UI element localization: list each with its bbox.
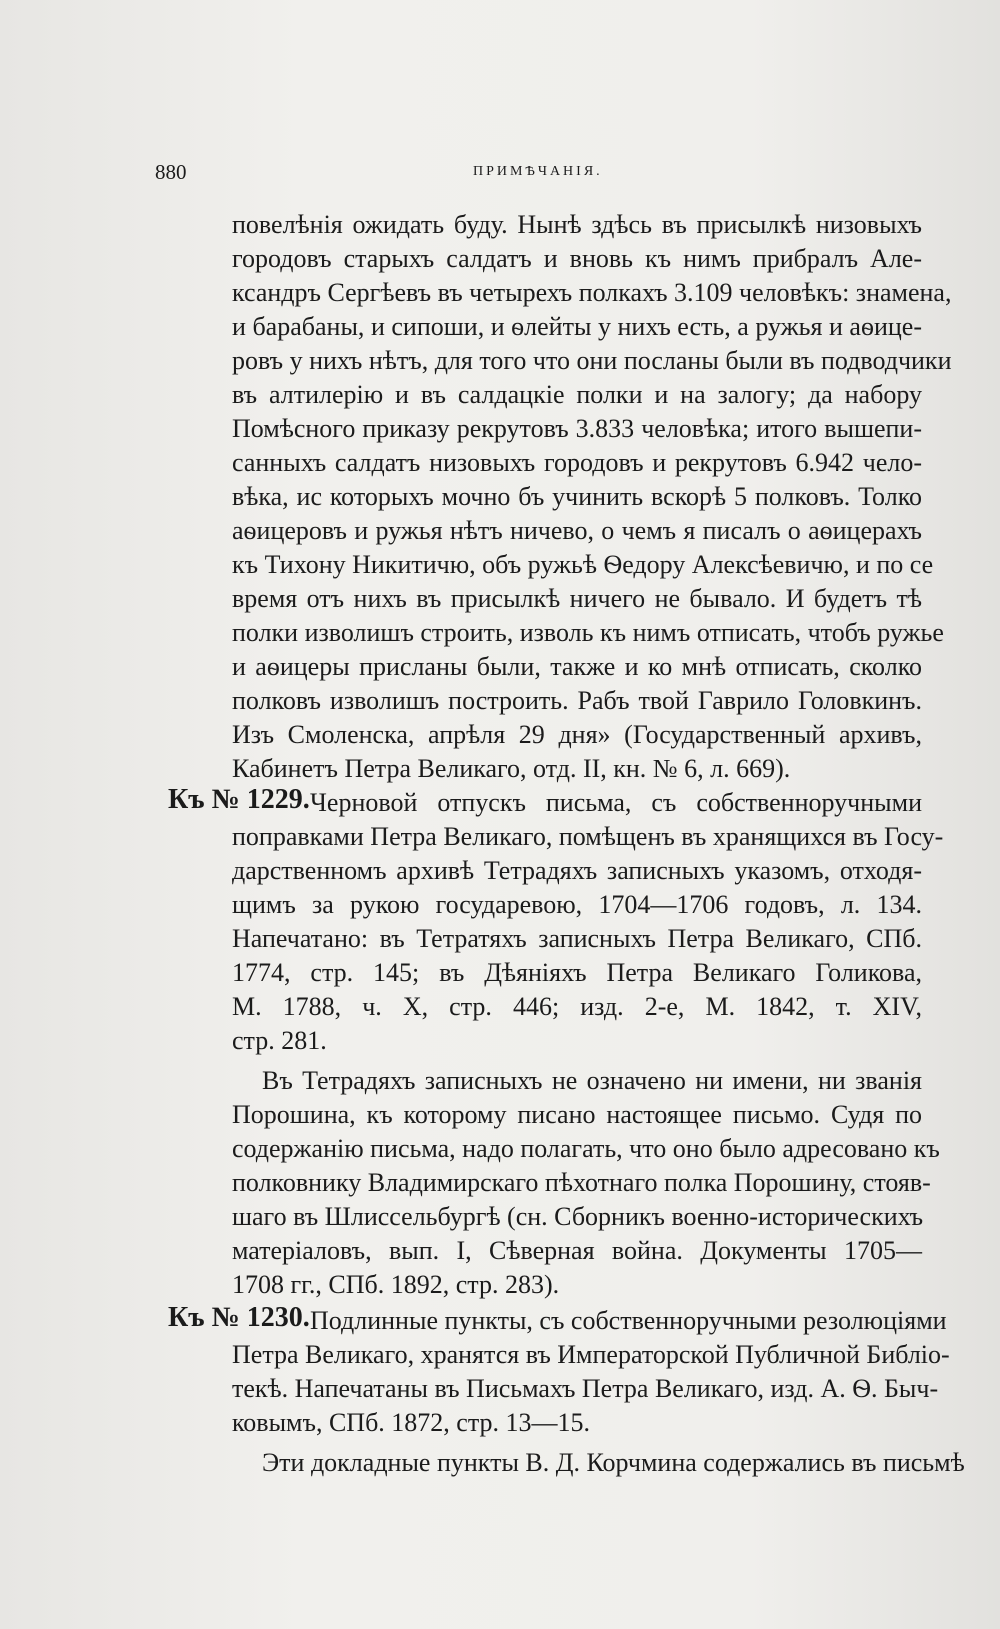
text-line: Петра Великаго, хранятся въ Императорской Публичной Библіо- [232,1340,950,1369]
text-line: щимъ за рукою государевою, 1704—1706 годовъ, л. 134. [232,890,922,919]
text-line: поправками Петра Великаго, помѣщенъ въ хранящихся въ Госу- [232,822,944,851]
text-line: Эти докладные пункты В. Д. Корчмина содержались въ письмѣ [262,1448,965,1477]
text-line: ковымъ, СПб. 1872, стр. 13—15. [232,1408,591,1437]
text-line: Изъ Смоленска, апрѣля 29 дня» (Государственный архивъ, [232,720,922,749]
text-line: ксандръ Сергѣевъ въ четырехъ полкахъ 3.109 человѣкъ: знамена, [232,278,952,307]
text-line: ровъ у нихъ нѣтъ, для того что они посланы были въ подводчики [232,346,952,375]
text-line: полковъ изволишъ построить. Рабъ твой Гаврило Головкинъ. [232,686,922,715]
entry-label-1230: Къ № 1230. [168,1302,310,1333]
text-line: санныхъ салдатъ низовыхъ городовъ и рекрутовъ 6.942 чело- [232,448,922,477]
text-line: Порошина, къ которому писано настоящее письмо. Судя по [232,1100,922,1129]
text-line: текѣ. Напечатаны въ Письмахъ Петра Великаго, изд. А. Ѳ. Быч- [232,1374,939,1403]
page-number: 880 [155,160,187,184]
running-head: ПРИМѢЧАНІЯ. [473,164,603,179]
text-line: Напечатано: въ Тетратяхъ записныхъ Петра Великаго, СПб. [232,924,922,953]
text-line: городовъ старыхъ салдатъ и вновь къ нимъ прибралъ Але- [232,244,922,273]
text-line: въ алтилерію и въ салдацкіе полки и на залогу; да набору [232,380,922,409]
text-line: 1774, стр. 145; въ Дѣяніяхъ Петра Великаго Голикова, [232,958,922,987]
text-line: М. 1788, ч. X, стр. 446; изд. 2-е, М. 1842, т. XIV, [232,992,922,1021]
text-line: повелѣнія ожидать буду. Нынѣ здѣсь въ присылкѣ низовыхъ [232,210,922,239]
text-line: содержанію письма, надо полагать, что оно было адресовано къ [232,1134,940,1163]
text-line: стр. 281. [232,1026,327,1055]
text-line: Въ Тетрадяхъ записныхъ не означено ни имени, ни званія [262,1066,922,1095]
text-line: полковнику Владимирскаго пѣхотнаго полка Порошину, стояв- [232,1168,931,1197]
entry-label-1229: Къ № 1229. [168,784,310,815]
text-line: и аѳицеры присланы были, также и ко мнѣ отписать, сколко [232,652,922,681]
text-line: дарственномъ архивѣ Тетрадяхъ записныхъ указомъ, отходя- [232,856,922,885]
text-line: вѣка, ис которыхъ мочно бъ учинить вскорѣ 5 полковъ. Толко [232,482,922,511]
text-line: аѳицеровъ и ружья нѣтъ ничево, о чемъ я писалъ о аѳицерахъ [232,516,922,545]
text-line: къ Тихону Никитичю, объ ружьѣ Ѳедору Алексѣевичю, и по се [232,550,934,579]
text-line: Помѣсного приказу рекрутовъ 3.833 человѣка; итого вышепи- [232,414,922,443]
text-line: полки изволишъ строить, изволь къ нимъ отписать, чтобъ ружье [232,618,944,647]
text-line: и барабаны, и сипоши, и ѳлейты у нихъ есть, а ружья и аѳице- [232,312,922,341]
entry-first-line: Подлинные пункты, съ собственноручными резолюціями [310,1306,947,1335]
text-line: 1708 гг., СПб. 1892, стр. 283). [232,1270,560,1299]
text-line: время отъ нихъ въ присылкѣ ничего не бывало. И будетъ тѣ [232,584,922,613]
text-line: Кабинетъ Петра Великаго, отд. II, кн. № 6, л. 669). [232,754,791,783]
text-line: шаго въ Шлиссельбургѣ (сн. Сборникъ военно-историческихъ [232,1202,924,1231]
text-line: матеріаловъ, вып. I, Сѣверная война. Документы 1705— [232,1236,922,1265]
entry-first-line: Черновой отпускъ письма, съ собственноручными [310,788,922,817]
